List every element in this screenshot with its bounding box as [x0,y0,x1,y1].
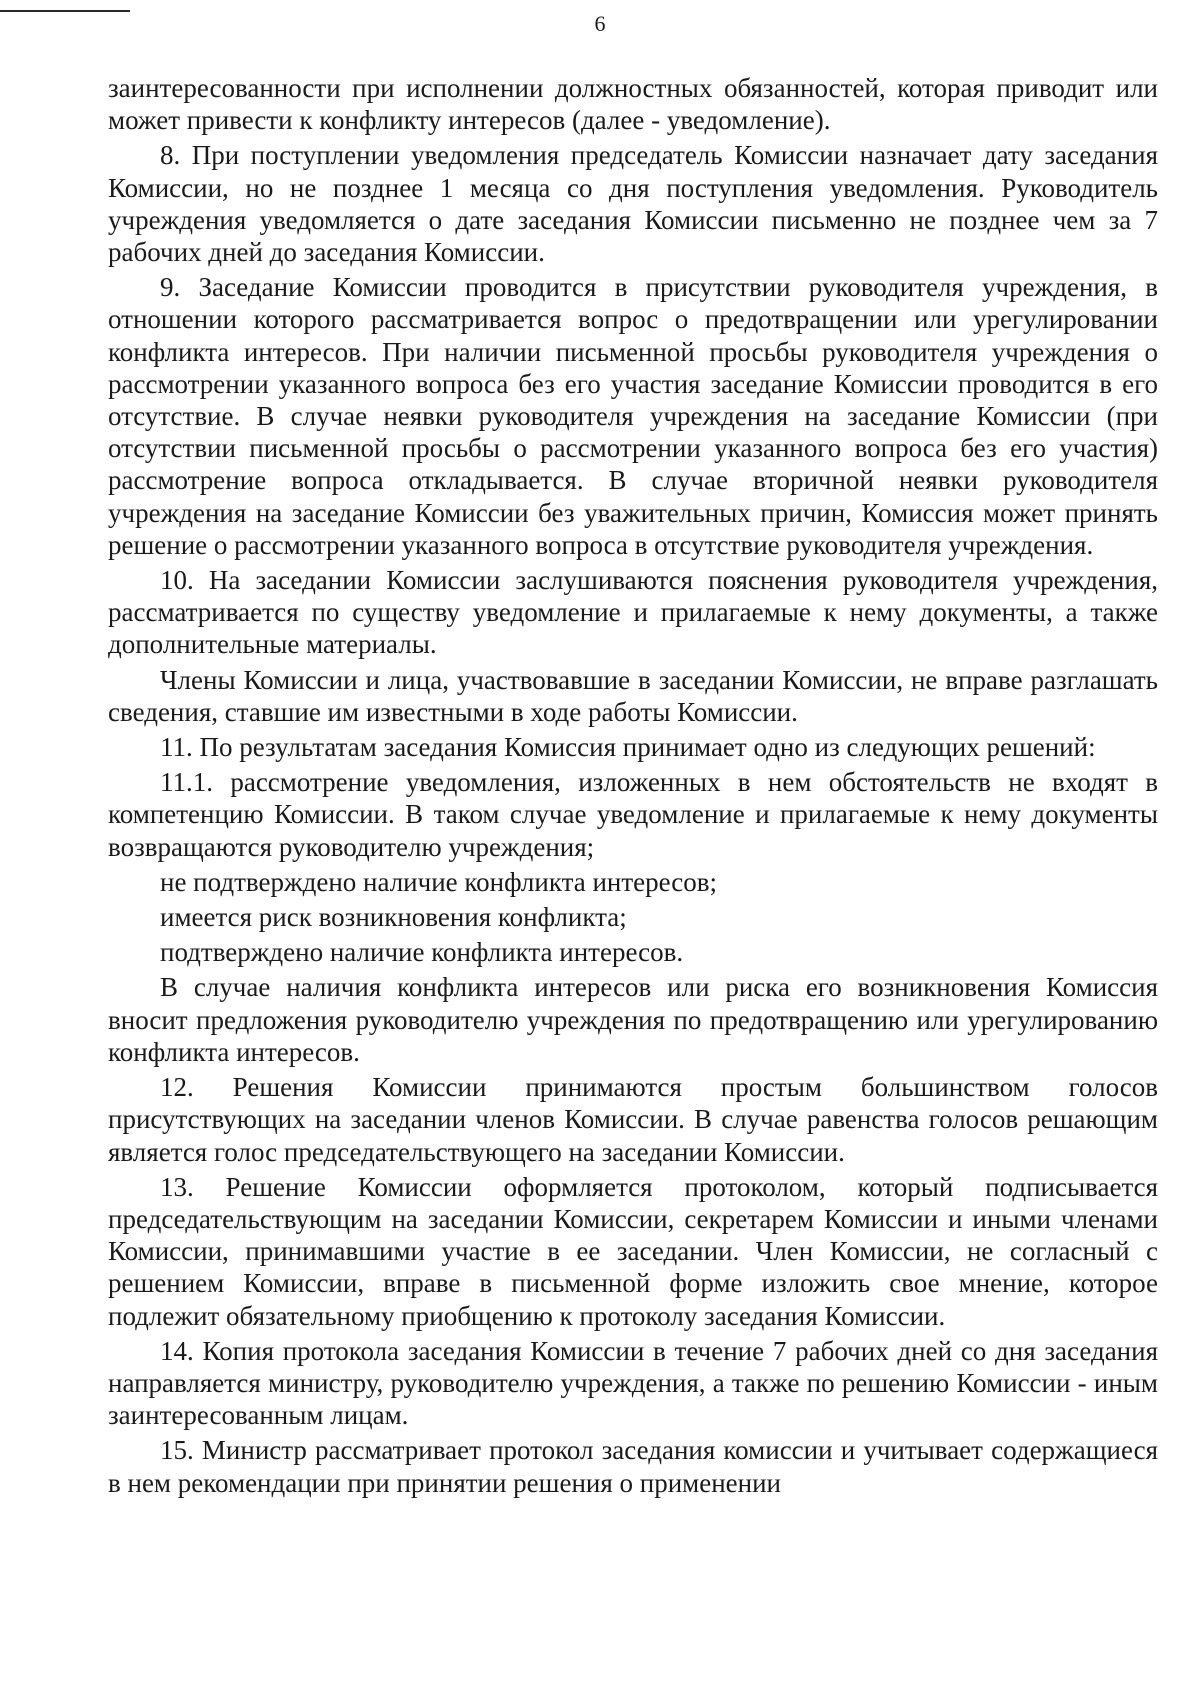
paragraph-10-members: Члены Комиссии и лица, участвовавшие в заседании Комиссии, не вправе разглашать сведения, ставшие им известными в ходе работы Комиссии. [108,664,1158,727]
paragraph-12: 12. Решения Комиссии принимаются простым большинством голосов присутствующих на заседании членов Комиссии. В случае равенства голосов решающим является голос председательствующего на заседании Комиссии. [108,1072,1158,1167]
paragraph-11: 11. По результатам заседания Комиссия принимает одно из следующих решений: [160,732,1096,763]
paragraph-11-option-not-confirmed: не подтверждено наличие конфликта интересов; [160,866,718,897]
paragraph-10: 10. На заседании Комиссии заслушиваются пояснения руководителя учреждения, рассматривается по существу уведомление и прилагаемые к нему документы, а также дополнительные материалы. [108,565,1158,660]
paragraph-15: 15. Министр рассматривает протокол заседания комиссии и учитывает содержащиеся в нем рекомендации при принятии решения о применении [108,1435,1158,1498]
page-number: 6 [594,11,606,36]
paragraph-11-option-risk: имеется риск возникновения конфликта; [160,902,627,933]
paragraph-9: 9. Заседание Комиссии проводится в присутствии руководителя учреждения, в отношении которого рассматривается вопрос о предотвращении или урегулировании конфликта интересов. При наличии письменной просьбы руководителя учреждения о рассмотрении указанного вопроса без его участия заседание Комиссии проводится в его отсутствие. В случае неявки руководителя учреждения на заседание Комиссии (при отсутствии письменной просьбы о рассмотрении указанного вопроса без его участия) рассмотрение вопроса откладывается. В случае вторичной неявки руководителя учреждения на заседание Комиссии без уважительных причин, Комиссия может принять решение о рассмотрении указанного вопроса в отсутствие руководителя учреждения. [108,272,1158,560]
paragraph-13: 13. Решение Комиссии оформляется протоколом, который подписывается председательствующим на заседании Комиссии, секретарем Комиссии и иными членами Комиссии, принимавшими участие в ее заседании. Член Комиссии, не согласный с решением Комиссии, вправе в письменной форме изложить свое мнение, которое подлежит обязательному приобщению к протоколу заседания Комиссии. [108,1171,1158,1331]
paragraph-11-proposals: В случае наличия конфликта интересов или риска его возникновения Комиссия вносит предложения руководителю учреждения по предотвращению или урегулированию конфликта интересов. [108,972,1158,1067]
paragraph-8: 8. При поступлении уведомления председатель Комиссии назначает дату заседания Комиссии, но не позднее 1 месяца со дня поступления уведомления. Руководитель учреждения уведомляется о дате заседания Комиссии письменно не позднее чем за 7 рабочих дней до заседания Комиссии. [108,140,1158,268]
paragraph-14: 14. Копия протокола заседания Комиссии в течение 7 рабочих дней со дня заседания направляется министру, руководителю учреждения, а также по решению Комиссии - иным заинтересованным лицам. [108,1335,1158,1431]
document-body [108,72,1158,1502]
paragraph-continuation: заинтересованности при исполнении должностных обязанностей, которая приводит или может привести к конфликту интересов (далее - уведомление). [108,73,1158,136]
paragraph-11-1: 11.1. рассмотрение уведомления, изложенных в нем обстоятельств не входят в компетенцию Комиссии. В таком случае уведомление и прилагаемые к нему документы возвращаются руководителю учреждения; [108,767,1158,862]
paragraph-11-option-confirmed: подтверждено наличие конфликта интересов. [160,937,684,968]
